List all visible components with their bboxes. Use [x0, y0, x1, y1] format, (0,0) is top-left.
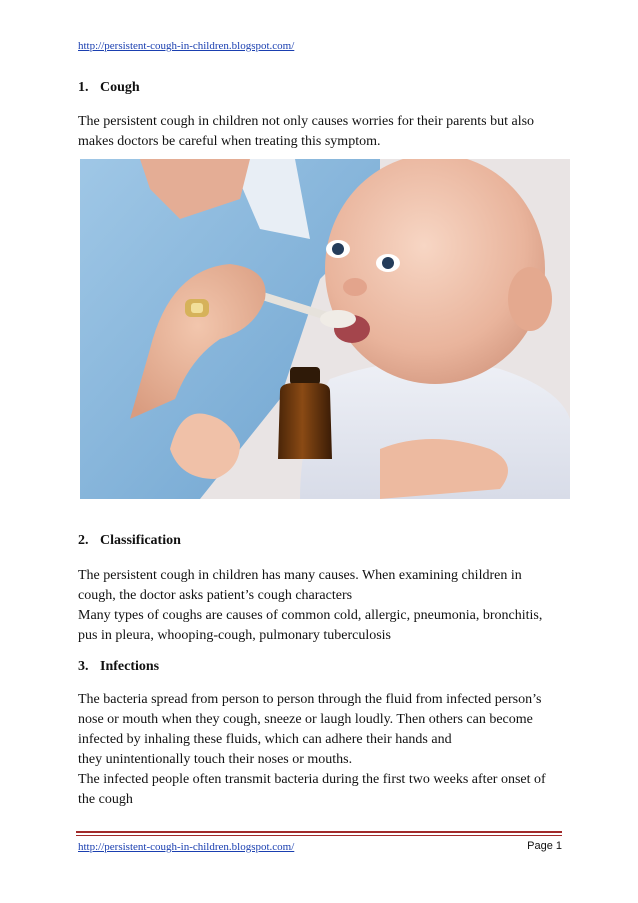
section-title: Infections [100, 659, 160, 674]
paragraph-line: makes doctors be careful when treating this symptom. [78, 134, 381, 149]
section-number: 2. [78, 533, 89, 548]
paragraph-line: The persistent cough in children has many causes. When examining children in [78, 568, 522, 583]
paragraph-line: The infected people often transmit bacteria during the first two weeks after onset of [78, 772, 546, 787]
section-heading-classification [78, 533, 181, 549]
paragraph-line: cough, the doctor asks patient’s cough characters [78, 588, 353, 603]
paragraph-line: The bacteria spread from person to person through the fluid from infected person’s [78, 692, 542, 707]
section-number: 1. [78, 80, 89, 95]
footer-divider-thin [76, 835, 562, 836]
section-heading-infections [78, 659, 159, 675]
paragraph-line: Many types of coughs are causes of common cold, allergic, pneumonia, bronchitis, [78, 608, 543, 623]
header-url-link[interactable]: http://persistent-cough-in-children.blogspot.com/ [78, 40, 295, 52]
section-paragraph-classification [78, 566, 568, 646]
footer-url-link[interactable]: http://persistent-cough-in-children.blogspot.com/ [78, 841, 295, 853]
footer-divider [76, 831, 562, 833]
paragraph-line: nose or mouth when they cough, sneeze or laugh loudly. Then others can become [78, 712, 533, 727]
section-title: Classification [100, 533, 181, 548]
paragraph-line: infected by inhaling these fluids, which can adhere their hands and [78, 732, 452, 747]
section-paragraph-infections [78, 690, 568, 810]
section-title: Cough [100, 80, 140, 95]
paragraph-line: the cough [78, 792, 133, 807]
paragraph-line: pus in pleura, whooping-cough, pulmonary tuberculosis [78, 628, 392, 643]
page-number: Page 1 [527, 840, 562, 852]
paragraph-line: they unintentionally touch their noses or mouths. [78, 752, 353, 767]
mother-giving-baby-medicine-photo [80, 159, 570, 499]
section-heading-cough [78, 80, 140, 96]
paragraph-line: The persistent cough in children not only causes worries for their parents but also [78, 114, 535, 129]
section-paragraph-cough [78, 112, 568, 152]
section-number: 3. [78, 659, 89, 674]
